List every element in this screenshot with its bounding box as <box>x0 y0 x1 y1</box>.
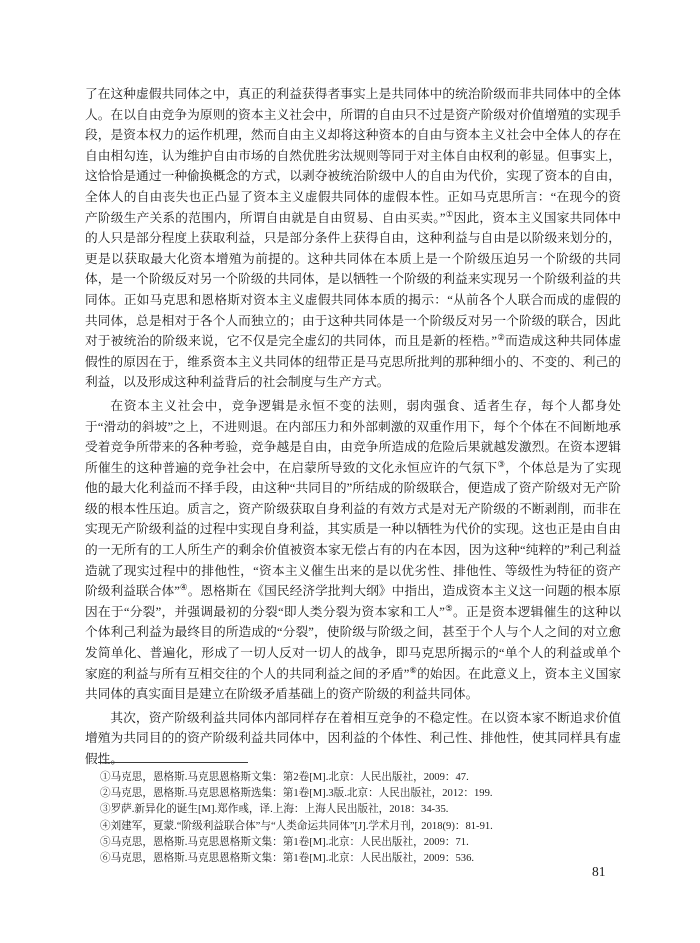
footnote-reference: ④ <box>179 582 188 593</box>
footnote-item <box>85 802 621 818</box>
footnote-reference: ③ <box>497 458 506 469</box>
body-paragraph: 在资本主义社会中，竞争逻辑是永恒不变的法则，弱肉强食、适者生存，每个人都身处于“滑动的斜坡”之上，不进则退。在内部压力和外部刺激的双重作用下，每个个体在不间断地承受着竞争所带来的各种考验，竞争越是自由，由竞争所造成的危险后果就越发激烈。在资本逻辑所催生的这种普遍的竞争社会中，在启蒙所导致的文化永恒应许的气氛下③，个体总是为了实现他的最大化利益而不择手段，由这种“共同目的”所结成的阶级联合，便造成了资产阶级对无产阶级的根本性压迫。质言之，资产阶级获取自身利益的有效方式是对无产阶级的不断剥削，而非在实现无产阶级利益的过程中实现自身利益，其实质是一种以牺牲为代价的实现。这也正是由自由的一无所有的工人所生产的剩余价值被资本家无偿占有的内在本因，因为这种“纯粹的”利己利益造就了现实过程中的排他性，“资本主义催生出来的是以优劣性、排他性、等级性为特征的资产阶级利益联合体”④。恩格斯在《国民经济学批判大纲》中指出，造成资本主义这一问题的根本原因在于“分裂”，并强调最初的分裂“即人类分裂为资本家和工人”⑤。正是资本逻辑催生的这种以个体利己利益为最终目的所造成的“分裂”，使阶级与阶级之间，甚至于个人与个人之间的对立愈发简单化、普遍化，形成了一切人反对一切人的战争，即马克思所揭示的“单个人的利益或单个家庭的利益与所有互相交往的个人的共同利益之间的矛盾”⑥的始因。在此意义上，资本主义国家共同体的真实面目是建立在阶级矛盾基础上的资产阶级的利益共同体。 <box>85 398 622 702</box>
footnote-marker: ③ <box>100 804 111 816</box>
footnote-reference: ⑤ <box>444 602 453 613</box>
footnote-item <box>85 851 621 867</box>
footnote-text: 马克思，恩格斯.马克思恩格斯选集：第1卷[M].3版.北京：人民出版社，2012：199. <box>110 788 493 800</box>
article-body <box>85 84 621 770</box>
footnote-text: 马克思，恩格斯.马克思恩格斯文集：第2卷[M].北京：人民出版社，2009：47. <box>110 772 469 783</box>
footnote-item <box>85 770 621 786</box>
footnote-reference: ① <box>445 208 454 219</box>
footnote-text: 马克思，恩格斯.马克思恩格斯文集：第1卷[M].北京：人民出版社，2009：71. <box>110 836 469 848</box>
footnote-item <box>85 835 621 851</box>
footnote-item <box>85 819 621 835</box>
footnote-text: 马克思，恩格斯.马克思恩格斯文集：第1卷[M].北京：人民出版社，2009：536. <box>110 853 475 865</box>
footnote-marker: ④ <box>100 820 111 832</box>
footnote-marker: ⑤ <box>100 836 111 848</box>
footnote-text: 罗萨.新异化的诞生[M].郑作彧，译.上海：上海人民出版社，2018：34-35. <box>110 804 449 816</box>
footnote-divider <box>98 762 248 763</box>
footnote-marker: ⑥ <box>100 853 111 865</box>
page-number: 81 <box>592 864 606 879</box>
footnote-reference: ⑥ <box>409 664 418 675</box>
footnote-marker: ② <box>100 788 111 800</box>
body-paragraph: 其次，资产阶级利益共同体内部同样存在着相互竞争的不稳定性。在以资本家不断追求价值增殖为共同目的的资产阶级利益共同体中，因利益的个体性、利己性、排他性，使其同样具有虚假性。 <box>85 710 621 766</box>
footnote-reference: ② <box>497 331 506 342</box>
footnote-item <box>85 786 621 802</box>
footnote-marker: ① <box>100 772 111 783</box>
footnote-text: 刘建军，夏蒙.“阶级利益联合体”与“人类命运共同体”[J].学术月刊，2018(9)：81-91. <box>110 820 493 832</box>
body-paragraph: 了在这种虚假共同体之中，真正的利益获得者事实上是共同体中的统治阶级而非共同体中的全体人。在以自由竞争为原则的资本主义社会中，所谓的自由只不过是资产阶级对价值增殖的实现手段，是资本权力的运作机理，然而自由主义却将这种资本的自由与资本主义社会中全体人的存在自由相勾连，认为维护自由市场的自然优胜劣汰规则等同于对主体自由权利的彰显。但事实上，这恰恰是通过一种偷换概念的方式，以剥夺被统治阶级中人的自由为代价，实现了资本的自由，全体人的自由丧失也正凸显了资本主义虚假共同体的虚假本性。正如马克思所言：“在现今的资产阶级生产关系的范围内，所谓自由就是自由贸易、自由买卖。”①因此，资本主义国家共同体中的人只是部分程度上获取利益，只是部分条件上获得自由，这种利益与自由是以阶级来划分的，更是以获取最大化资本增殖为前提的。这种共同体在本质上是一个阶级压迫另一个阶级的共同体，是一个阶级反对另一个阶级的共同体，是以牺牲一个阶级的利益来实现另一个阶级利益的共同体。正如马克思和恩格斯对资本主义虚假共同体本质的揭示：“从前各个人联合而成的虚假的共同体，总是相对于各个人而独立的；由于这种共同体是一个阶级反对另一个阶级的联合，因此对于被统治的阶级来说，它不仅是完全虚幻的共同体，而且是新的桎梏。”②而造成这种共同体虚假性的原因在于，维系资本主义共同体的纽带正是马克思所批判的那种细小的、不变的、利己的利益，以及形成这种利益背后的社会制度与生产方式。 <box>85 87 622 390</box>
footnotes-section <box>85 762 621 867</box>
